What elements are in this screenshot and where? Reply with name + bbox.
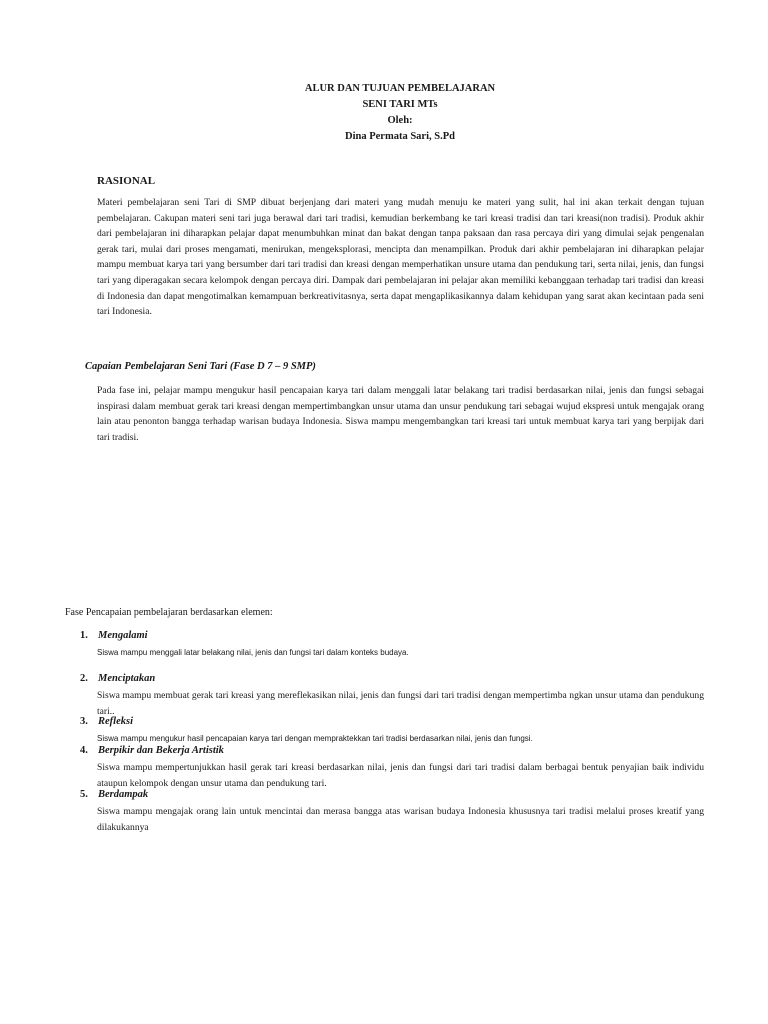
list-item-number: 5. [80,789,88,800]
list-item-description: Siswa mampu mengajak orang lain untuk mencintai dan merasa bangga atas warisan budaya Indonesia khususnya tari tradisi melalui proses kreatif yang dilakukannya [97,806,704,833]
list-item-description: Siswa mampu menggali latar belakang nilai, jenis dan fungsi tari dalam konteks budaya. [97,648,409,657]
list-item-number: 1. [80,630,88,641]
list-item-title: Berpikir dan Bekerja Artistik [98,745,224,756]
list-item-title: Berdampak [98,789,149,800]
list-item-title: Menciptakan [98,673,156,684]
elemen-intro: Fase Pencapaian pembelajaran berdasarkan elemen: [65,607,273,618]
rasional-paragraph: Materi pembelajaran seni Tari di SMP dibuat berjenjang dari materi yang mudah menuju ke materi yang sulit, hal ini akan terkait dengan tujuan pembelajaran. Cakupan materi seni tari juga berawal dari tari tradisi, kemudian berkembang ke tari kreasi tradisi dan tari kreasi(non tradisi). Produk akhir dari pembelajaran ini diharapkan pelajar dapat menumbuhkan minat dan bakat dengan tanpa paksaan dan rasa percaya diri yang dimulai sejak pengenalan gerak tari, mulai dari proses mengamati, menirukan, mengeksplorasi, mencipta dan menampilkan. Produk dari akhir pembelajaran ini diharapkan pelajar mampu membuat karya tari yang bersumber dari tari tradisi dan kreasi dengan memperhatikan unsure utama dan pendukung tari, serta nilai, jenis, dan fungsi tari yang diperagakan secara kelompok dengan percaya diri. Dampak dari pembelajaran ini pelajar akan memiliki kebanggaan terhadap tari tradisi dan kreasi di Indonesia dan dapat mengotimalkan kemampuan berkreativitasnya, serta dapat mengaplikasikannya dalam kehidupan yang sarat akan kecintaan pada seni tari Indonesia. [97,197,704,318]
list-item-number: 4. [80,745,88,756]
document-title-block [200,81,600,145]
document-subtitle: SENI TARI MTs [362,99,438,110]
list-item-title: Refleksi [98,716,133,727]
author-name: Dina Permata Sari, S.Pd [345,131,455,142]
list-item-description: Siswa mampu membuat gerak tari kreasi yang mereflekasikan nilai, jenis dan fungsi dari tari tradisi dengan mempertimba ngkan unsur utama dan pendukung tari.. [97,690,704,717]
capaian-paragraph: Pada fase ini, pelajar mampu mengukur hasil pencapaian karya tari dalam menggali latar belakang tari tradisi berdasarkan nilai, jenis dan fungsi sebagai inspirasi dalam membuat gerak tari kreasi dengan mempertimbangkan unsur utama dan unsur pendukung tari sebagai wujud ekspresi untuk mengajak orang lain atau penonton bangga terhadap warisan budaya Indonesia. Siswa mampu mengembangkan tari kreasi tari untuk membuat karya tari yang berpijak dari tari tradisi. [97,385,704,443]
list-item-title: Mengalami [98,630,148,641]
list-item-description: Siswa mampu mengukur hasil pencapaian karya tari dengan mempraktekkan tari tradisi berdasarkan nilai, jenis dan fungsi. [97,734,533,743]
author-label: Oleh: [387,115,413,126]
rasional-heading: RASIONAL [97,175,156,187]
list-item-number: 2. [80,673,88,684]
list-item-number: 3. [80,716,88,727]
document-title: ALUR DAN TUJUAN PEMBELAJARAN [304,83,496,94]
capaian-heading: Capaian Pembelajaran Seni Tari (Fase D 7 – 9 SMP) [85,361,316,372]
list-item-description: Siswa mampu mempertunjukkan hasil gerak tari kreasi berdasarkan nilai, jenis dan fungsi dari tari tradisi dalam berbagai bentuk penyajian baik individu ataupun kelompok dengan unsur utama dan pendukung tari. [97,762,704,789]
